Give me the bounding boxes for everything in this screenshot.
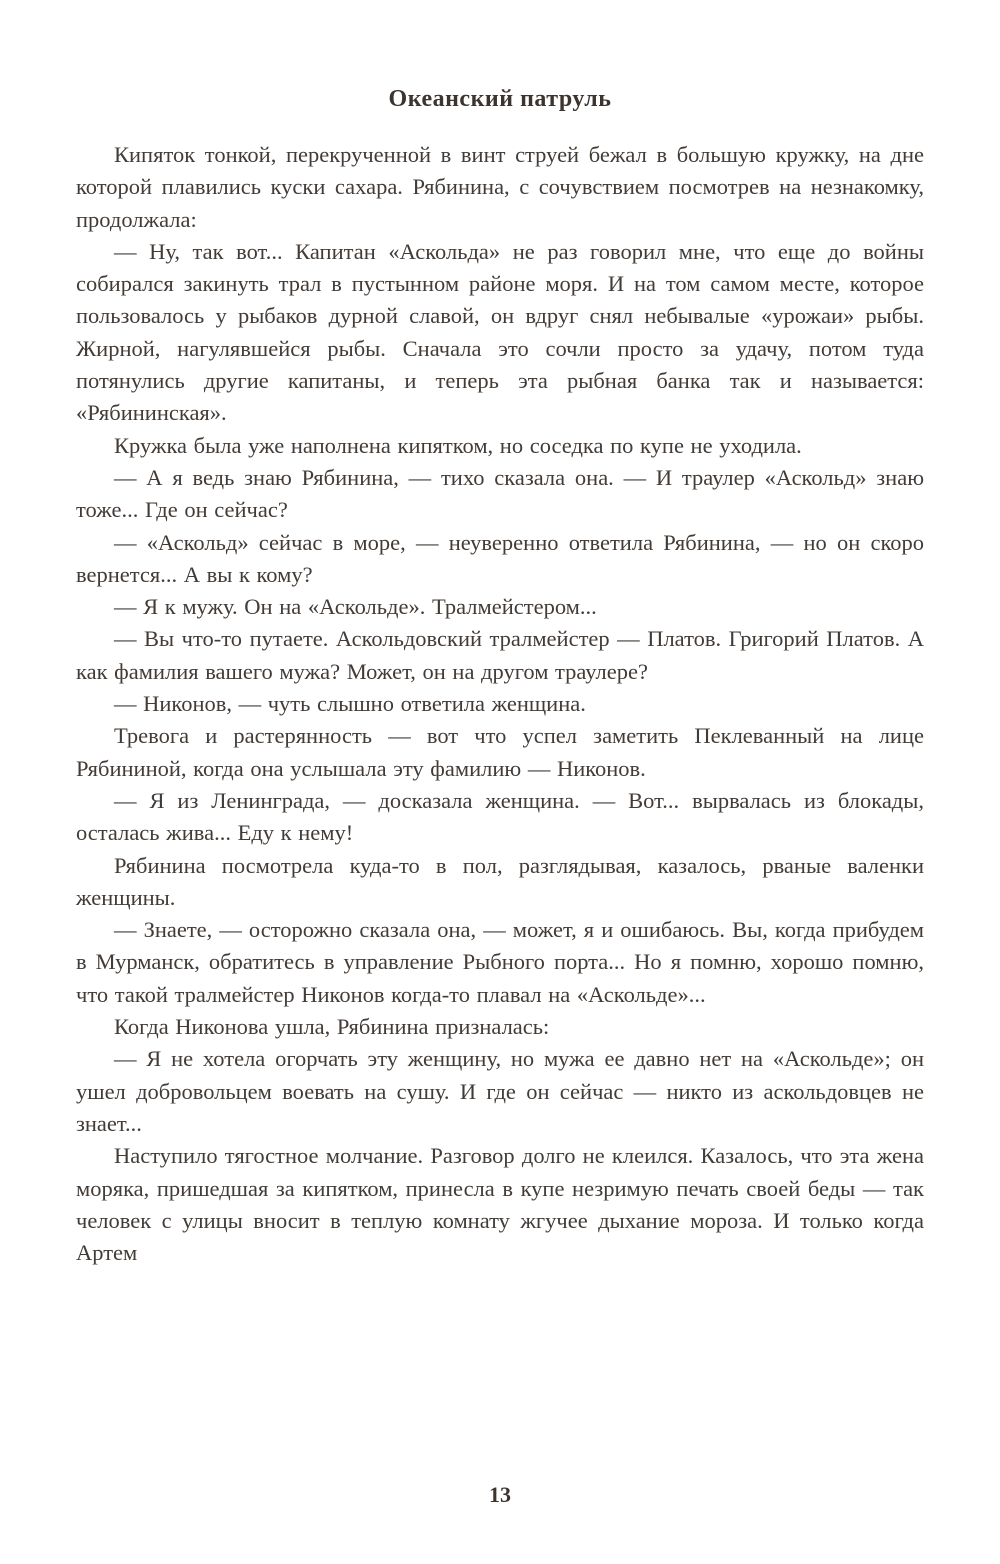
paragraph: Наступило тягостное молчание. Разговор долго не клеился. Казалось, что эта жена моряка, пришедшая за кипятком, принесла в купе незримую печать своей беды — так человек с улицы вносит в теплую комнату жгучее дыхание мороза. И только когда Артем — [76, 1143, 924, 1266]
paragraph: — «Аскольд» сейчас в море, — неуверенно ответила Рябинина, — но он скоро вернется... А вы к кому? — [76, 529, 924, 587]
paragraph: Кипяток тонкой, перекрученной в винт струей бежал в большую кружку, на дне которой плавились куски сахара. Рябинина, с сочувствием посмотрев на незнакомку, продолжала: — [76, 142, 924, 232]
paragraph: — Ну, так вот... Капитан «Аскольда» не раз говорил мне, что еще до войны собирался закинуть трал в пустынном районе моря. И на том самом месте, которое пользовалось у рыбаков дурной славой, он вдруг снял небывалые «урожаи» рыбы. Жирной, нагулявшейся рыбы. Сначала это сочли просто за удачу, потом туда потянулись другие капитаны, и теперь эта рыбная банка так и называется: «Рябининская». — [76, 238, 924, 426]
paragraph: Рябинина посмотрела куда-то в пол, разглядывая, казалось, рваные валенки женщины. — [76, 852, 924, 910]
text-body — [76, 139, 924, 1269]
chapter-title: Океанский патруль — [388, 86, 612, 112]
paragraph: Когда Никонова ушла, Рябинина призналась: — [114, 1014, 550, 1040]
paragraph: — Я из Ленинграда, — досказала женщина. — Вот... вырвалась из блокады, осталась жива... Еду к нему! — [76, 787, 924, 846]
paragraph: — Знаете, — осторожно сказала она, — может, я и ошибаюсь. Вы, когда прибудем в Мурманск, обратитесь в управление Рыбного порта... Но я помню, хорошо помню, что такой тралмейстер Никонов когда-то плавал на «Аскольде»... — [76, 917, 924, 1007]
paragraph: Тревога и растерянность — вот что успел заметить Пеклеванный на лице Рябининой, когда она услышала эту фамилию — Никонов. — [76, 723, 924, 781]
paragraph: — Вы что-то путаете. Аскольдовский тралмейстер — Платов. Григорий Платов. А как фамилия вашего мужа? Может, он на другом траулере? — [76, 626, 924, 684]
page-number: 13 — [489, 1482, 511, 1507]
paragraph: — А я ведь знаю Рябинина, — тихо сказала она. — И траулер «Аскольд» знаю тоже... Где он сейчас? — [76, 464, 924, 523]
paragraph: Кружка была уже наполнена кипятком, но соседка по купе не уходила. — [114, 432, 802, 458]
paragraph: — Никонов, — чуть слышно ответила женщина. — [114, 691, 586, 717]
paragraph: — Я к мужу. Он на «Аскольде». Тралмейстером... — [114, 594, 597, 620]
paragraph: — Я не хотела огорчать эту женщину, но мужа ее давно нет на «Аскольде»; он ушел добровольцем воевать на сушу. И где он сейчас — никто из аскольдовцев не знает... — [76, 1046, 924, 1136]
